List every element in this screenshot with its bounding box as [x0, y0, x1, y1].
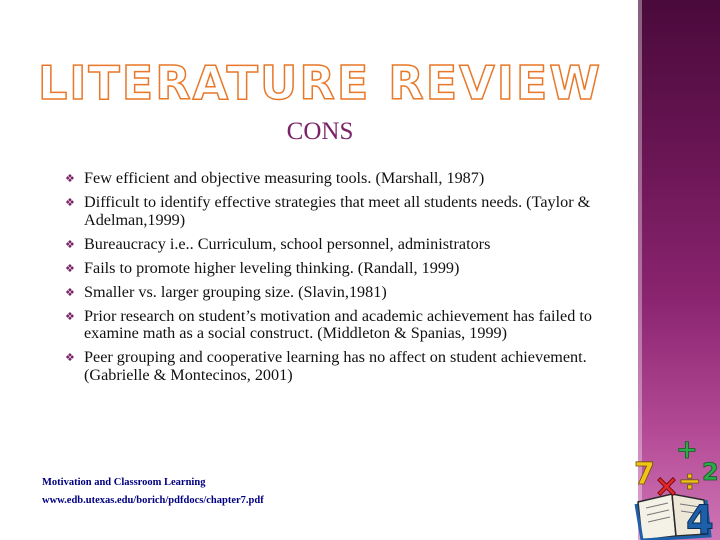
bullet-text: Prior research on student’s motivation and academic achievement has failed to examine math as a social construct. (Middleton & Spanias, 1999) — [84, 306, 592, 342]
bullet-item — [62, 194, 592, 229]
footer-source-url: www.edb.utexas.edu/borich/pdfdocs/chapter7.pdf — [42, 495, 264, 506]
diamond-bullet-icon: ❖ — [65, 261, 75, 275]
bullet-text: Smaller vs. larger grouping size. (Slavin,1981) — [84, 282, 387, 301]
times-icon: × — [654, 469, 680, 504]
diamond-bullet-icon: ❖ — [65, 196, 75, 209]
bullet-text: Few efficient and objective measuring tools. (Marshall, 1987) — [84, 169, 485, 187]
plus-icon: + — [676, 436, 698, 465]
diamond-bullet-icon: ❖ — [65, 172, 75, 185]
diamond-bullet-icon: ❖ — [65, 351, 75, 364]
bullet-item — [62, 260, 592, 278]
footer-citation — [42, 474, 264, 510]
bullet-text: Fails to promote higher leveling thinking. (Randall, 1999) — [84, 258, 460, 277]
bullet-text: Difficult to identify effective strategies that meet all students needs. (Taylor & Adelman,1999) — [84, 193, 591, 229]
bullet-text: Peer grouping and cooperative learning has no affect on student achievement. (Gabrielle & Montecinos, 2001) — [84, 348, 587, 384]
seven-glyph: 7 — [634, 457, 655, 492]
bullet-item — [62, 284, 592, 302]
diamond-bullet-icon: ❖ — [65, 309, 75, 323]
bullet-item — [62, 170, 592, 188]
slide-title: LITERATURE REVIEW — [38, 56, 602, 110]
diamond-bullet-icon: ❖ — [65, 237, 75, 251]
two-glyph: 2 — [702, 458, 719, 486]
bullet-text: Bureaucracy i.e.. Curriculum, school personnel, administrators — [84, 234, 491, 253]
four-glyph: 4 — [686, 498, 714, 540]
divide-icon: ÷ — [678, 464, 702, 497]
bullet-item — [62, 236, 592, 254]
bullet-item — [62, 349, 592, 384]
diamond-bullet-icon: ❖ — [65, 285, 75, 299]
bullet-item — [62, 308, 592, 343]
bullet-list — [62, 170, 592, 391]
slide-subtitle: CONS — [286, 118, 354, 145]
math-book-icon — [632, 436, 720, 540]
footer-source-title: Motivation and Classroom Learning — [42, 477, 206, 488]
